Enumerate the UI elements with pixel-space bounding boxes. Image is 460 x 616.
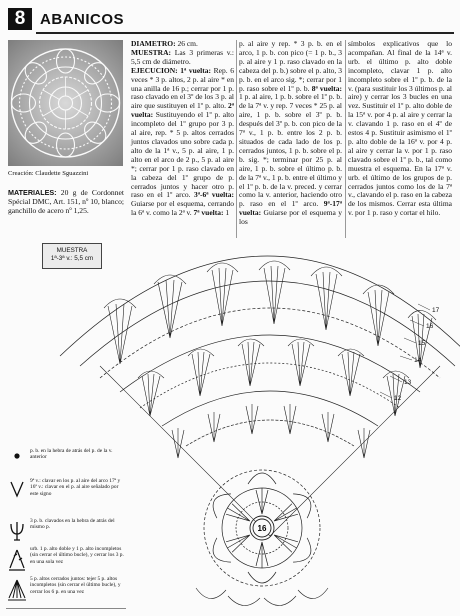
doily-illustration: [8, 40, 123, 166]
col1-run-3-text: Sustituyendo el 1º p. alto incompleto del 1º grupo por 3 p. al aire, rep. * 5 p. altos cerrados juntos clavados uno sobre cada p. alto de la 1ª v., 5 p. al aire, 1 p. alto en el arco de 2 p., 5 p. al aire *; cerrar por 1 p. raso clavado en la cabeza del 1º grupo de p. cerrados juntos y hacer otro p. raso en el 1º arco.: [131, 110, 234, 200]
column-divider: [236, 40, 237, 238]
legend-text: 9ª v.: clavar en los p. al aire del arco 17ª y 16ª v.: clavar en el p. al aire señalado por este signo: [30, 478, 121, 497]
column-divider: [345, 40, 346, 238]
col1-run-0-bold: DIAMETRO:: [131, 39, 176, 48]
photo-credit: Creación: Claudette Sguazzini: [8, 170, 89, 177]
page-title: ABANICOS: [40, 11, 125, 28]
legend-text: 5 p. altos cerrados juntos: tejer 5 p. altos incompletos (sin cerrar el último bucle), y cerrar los 6 p. en una vez: [30, 576, 121, 595]
row-arc: [100, 308, 440, 378]
legend-text: 3 p. b. clavados en la hebra de atrás del mismo p.: [30, 518, 115, 531]
col1-run-2-text: Rep. 6 veces * 3 p. altos, 2 p. al aire * en una anilla de 16 p.; cerrar por 1 p. raso clavado en el 3º de los 3 p. al aire que sustituyen el 1º p. alto.: [131, 65, 234, 111]
col1-run-4-text: Guiarse por el esquema, cerrando la 6ª v. como la 2ª v.: [131, 199, 234, 218]
doily-photo: [8, 40, 123, 166]
legend-text: urb. 1 p. alto doble y 1 p. alto incompletos (sin cerrar el último bucle), y cerrar los 3 p. en una sola vez: [30, 546, 124, 565]
legend-rule: [6, 608, 126, 609]
col1-run-5-text: 1: [223, 208, 230, 218]
legend-item: [6, 478, 128, 518]
sample-box: [42, 243, 102, 269]
chart-fans: [104, 261, 436, 458]
row-label-15: 15: [418, 340, 426, 347]
materials-block: [8, 188, 124, 216]
fan-icon: [6, 576, 28, 606]
col1-run-4-bold: 3ª-6ª vuelta:: [194, 190, 235, 200]
col1-run-1-text: Las 3 primeras v.: 5,5 cm de diámetro.: [131, 47, 234, 66]
col2-run-2-bold: 9ª-17ª vuelta:: [239, 199, 342, 218]
materials-text: 20 g de Cordonnet Spécial DMC, Art. 151, nº 10, blanco; ganchillo de acero nº 1,25.: [8, 188, 124, 216]
psi-icon: [6, 518, 28, 548]
row-label-17: 17: [432, 307, 440, 314]
sample-label: MUESTRA: [56, 247, 88, 254]
legend-item: [6, 576, 128, 616]
page-number: 8: [8, 8, 32, 30]
row-arc: [120, 335, 420, 392]
col1-run-3-bold: 2ª vuelta:: [131, 101, 234, 120]
dot-icon: [6, 448, 28, 478]
col2-run-2-text: Guiarse por el esquema y los: [239, 208, 342, 227]
row-label-14: 14: [414, 357, 422, 364]
instructions-column-1: [131, 40, 234, 218]
row-arc: [186, 420, 354, 446]
row-arc: [80, 281, 455, 366]
lower-scallops: [196, 588, 328, 606]
center-label: 16: [257, 524, 267, 533]
col2-run-1-bold: 8ª vuelta:: [311, 83, 343, 93]
instructions-column-2: [239, 40, 342, 227]
row-label-16: 16: [426, 323, 434, 330]
row-arc: [60, 256, 460, 356]
row-arc: [140, 363, 400, 408]
row-labels: [380, 304, 440, 402]
col1-run-0-text: 26 cm.: [175, 39, 198, 48]
col1-run-1-bold: MUESTRA:: [131, 47, 172, 57]
header-rule: [36, 32, 454, 34]
sample-size: 1ª-3ª v.: 5,5 cm: [50, 255, 94, 262]
lambda-icon: [6, 546, 28, 576]
row-label-13: 13: [404, 379, 412, 386]
instructions-column-3: [348, 40, 452, 218]
wedge-boundary: [100, 366, 440, 536]
page-header: [8, 6, 454, 32]
materials-label: MATERIALES:: [8, 188, 57, 197]
col1-run-5-bold: 7ª vuelta:: [193, 208, 224, 218]
col1-run-2-bold: EJECUCION: 1ª vuelta:: [131, 65, 212, 75]
v-stitch-icon: [6, 478, 28, 508]
legend-text: p. b. en la hebra de atrás del p. de la v. anterior: [30, 448, 113, 461]
col2-run-0-text: p. al aire y rep. * 3 p. b. en el arco, 1 p. b. con pico (= 1 p. b., 3 p. al aire y 1 p. raso clavado en la cabeza del p. b.) sobre el p. alto, 3 p. b. en el arco sig. *; cerrar por 1 p. raso sobre el 1º p. b.: [239, 39, 342, 93]
col2-run-1-text: 1 p. al aire, 1 p. b. sobre el 1º p. b. de la 7ª v. y rep. 7 veces * 25 p. al aire, 1 p. b. sobre el 3º p. b. después del 3º p. b. con pico de la 7ª v., 1 p. b. entre los 2 p. b. situados de cada lado de los p. cerrados juntos, 1 p. b. sobre el p. b. sig. *; terminar por 25 p. al aire, 1 p. b. sobre el último p. b. de la 7ª v., 1 p. b. entre el último y el 1º p. b. de la v. preced. y cerrar como la v. anterior, haciendo otro p. raso en el 1º arco.: [239, 92, 342, 209]
col3-run-0-text: símbolos explicativos que lo acompañan. Al final de la 14ª v. urb. el último p. alto doble incompleto, clavar 1 p. alto incompleto sobre el 1º p. b. de la v. (para sustituir los 3 últimos p. al aire) y cerrar los 3 bucles en una vez. Sustituir el 1º p. alto doble de la 15ª v. por 4 p. al aire y cerrar la v. clavando 1 p. raso en el 4º de estos 4 p. Sustituir asimismo el 1º p. alto doble de la 16ª v. por 4 p. al aire y cerrar la v. por 1 p. raso clavado sobre el 1º p. b., tal como muestra el esquema. En la 17ª v. urb. el último de los grupos de p. cerrados juntos como los de la 7ª v., clavando el p. raso en la cabeza de los mismos. Cerrar esta última v. por 1 p. raso y cortar el hilo.: [348, 39, 452, 218]
row-label-12: 12: [394, 395, 402, 402]
row-arc: [162, 391, 378, 426]
